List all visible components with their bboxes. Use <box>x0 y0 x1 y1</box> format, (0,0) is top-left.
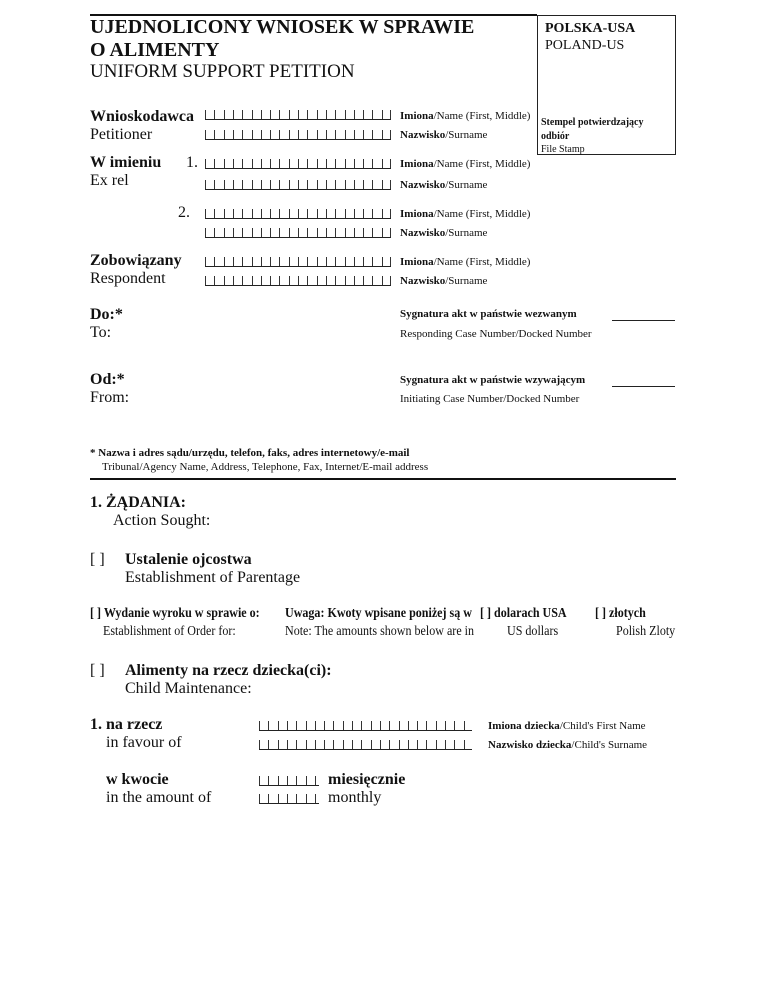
respondent-surname-label: Nazwisko/Surname <box>400 275 488 287</box>
child-surname-field[interactable] <box>259 738 472 750</box>
exrel2-surname-field[interactable] <box>205 226 391 238</box>
initiating-case-label-en: Initiating Case Number/Docked Number <box>400 393 580 405</box>
note-label-en: Note: The amounts shown below are in <box>285 624 475 639</box>
pln-label-en: Polish Zloty <box>616 624 676 639</box>
to-label-pl: Do:* <box>90 306 123 323</box>
footnote-en: Tribunal/Agency Name, Address, Telephone, Fax, Internet/E-mail address <box>102 461 429 473</box>
from-label-pl: Od:* <box>90 371 125 388</box>
footnote-pl: * Nazwa i adres sądu/urzędu, telefon, faks, adres internetowy/e-mail <box>90 447 410 459</box>
order-label-en: Establishment of Order for: <box>103 624 236 639</box>
responding-case-label-pl: Sygnatura akt w państwie wezwanym <box>400 308 577 320</box>
initiating-case-label-pl: Sygnatura akt w państwie wzywającym <box>400 374 586 386</box>
child-surname-label: Nazwisko dziecka/Child's Surname <box>488 739 648 751</box>
country-english: POLAND-US <box>545 38 625 53</box>
exrel2-surname-label: Nazwisko/Surname <box>400 227 488 239</box>
pln-checkbox-label-pl[interactable]: [ ] złotych <box>595 606 646 621</box>
maintenance-checkbox[interactable]: [ ] <box>90 662 105 679</box>
exrel2-first-name-field[interactable] <box>205 207 391 219</box>
amount-field-line2[interactable] <box>259 792 319 804</box>
parentage-checkbox[interactable]: [ ] <box>90 551 105 568</box>
parentage-label-en: Establishment of Parentage <box>125 569 301 586</box>
responding-case-label-en: Responding Case Number/Docked Number <box>400 328 592 340</box>
amount-field-line1[interactable] <box>259 774 319 786</box>
exrel1-surname-field[interactable] <box>205 178 391 190</box>
respondent-first-name-field[interactable] <box>205 255 391 267</box>
amount-label-pl: w kwocie <box>106 771 169 788</box>
petitioner-surname-label: Nazwisko/Surname <box>400 129 488 141</box>
child-first-name-label: Imiona dziecka/Child's First Name <box>488 720 646 732</box>
note-label-pl: Uwaga: Kwoty wpisane poniżej są w <box>285 606 472 621</box>
exrel1-surname-label: Nazwisko/Surname <box>400 179 488 191</box>
order-checkbox-label-pl[interactable]: [ ] Wydanie wyroku w sprawie o: <box>90 606 260 621</box>
exrel-label-en: Ex rel <box>90 172 129 189</box>
to-label-en: To: <box>90 324 112 341</box>
initiating-case-number-field[interactable] <box>612 386 675 387</box>
exrel1-first-name-label: Imiona/Name (First, Middle) <box>400 158 531 170</box>
maintenance-label-pl: Alimenty na rzecz dziecka(ci): <box>125 662 332 679</box>
petitioner-first-name-field[interactable] <box>205 108 391 120</box>
title-polish-line1: UJEDNOLICONY WNIOSEK W SPRAWIE <box>90 16 475 38</box>
stamp-label-english: File Stamp <box>541 144 585 155</box>
responding-case-number-field[interactable] <box>612 320 675 321</box>
from-label-en: From: <box>90 389 130 406</box>
section1-title-pl: 1. ŻĄDANIA: <box>90 494 186 511</box>
respondent-first-name-label: Imiona/Name (First, Middle) <box>400 256 531 268</box>
title-polish-line2: O ALIMENTY <box>90 39 220 61</box>
petitioner-surname-field[interactable] <box>205 128 391 140</box>
exrel-label-pl: W imieniu <box>90 154 162 171</box>
petitioner-label-pl: Wnioskodawca <box>90 108 195 125</box>
child-first-name-field[interactable] <box>259 719 472 731</box>
respondent-label-pl: Zobowiązany <box>90 252 182 269</box>
section-divider <box>90 478 676 480</box>
exrel-number-1: 1. <box>186 154 198 171</box>
exrel1-first-name-field[interactable] <box>205 157 391 169</box>
title-english: UNIFORM SUPPORT PETITION <box>90 61 355 82</box>
stamp-label-polish: Stempel potwierdzający <box>541 117 644 128</box>
favour-label-en: in favour of <box>106 734 182 751</box>
country-polish: POLSKA-USA <box>545 21 636 36</box>
monthly-label-en: monthly <box>328 789 382 806</box>
section1-title-en: Action Sought: <box>113 512 211 529</box>
amount-label-en: in the amount of <box>106 789 212 806</box>
parentage-label-pl: Ustalenie ojcostwa <box>125 551 252 568</box>
stamp-label-polish-2: odbiór <box>541 131 570 142</box>
usd-checkbox-label-pl[interactable]: [ ] dolarach USA <box>480 606 567 621</box>
exrel-number-2: 2. <box>178 204 190 221</box>
exrel2-first-name-label: Imiona/Name (First, Middle) <box>400 208 531 220</box>
respondent-label-en: Respondent <box>90 270 166 287</box>
favour-label-pl: 1. na rzecz <box>90 716 163 733</box>
maintenance-label-en: Child Maintenance: <box>125 680 252 697</box>
respondent-surname-field[interactable] <box>205 274 391 286</box>
monthly-label-pl: miesięcznie <box>328 771 406 788</box>
petitioner-first-name-label: Imiona/Name (First, Middle) <box>400 110 531 122</box>
petitioner-label-en: Petitioner <box>90 126 153 143</box>
usd-label-en: US dollars <box>507 624 559 639</box>
